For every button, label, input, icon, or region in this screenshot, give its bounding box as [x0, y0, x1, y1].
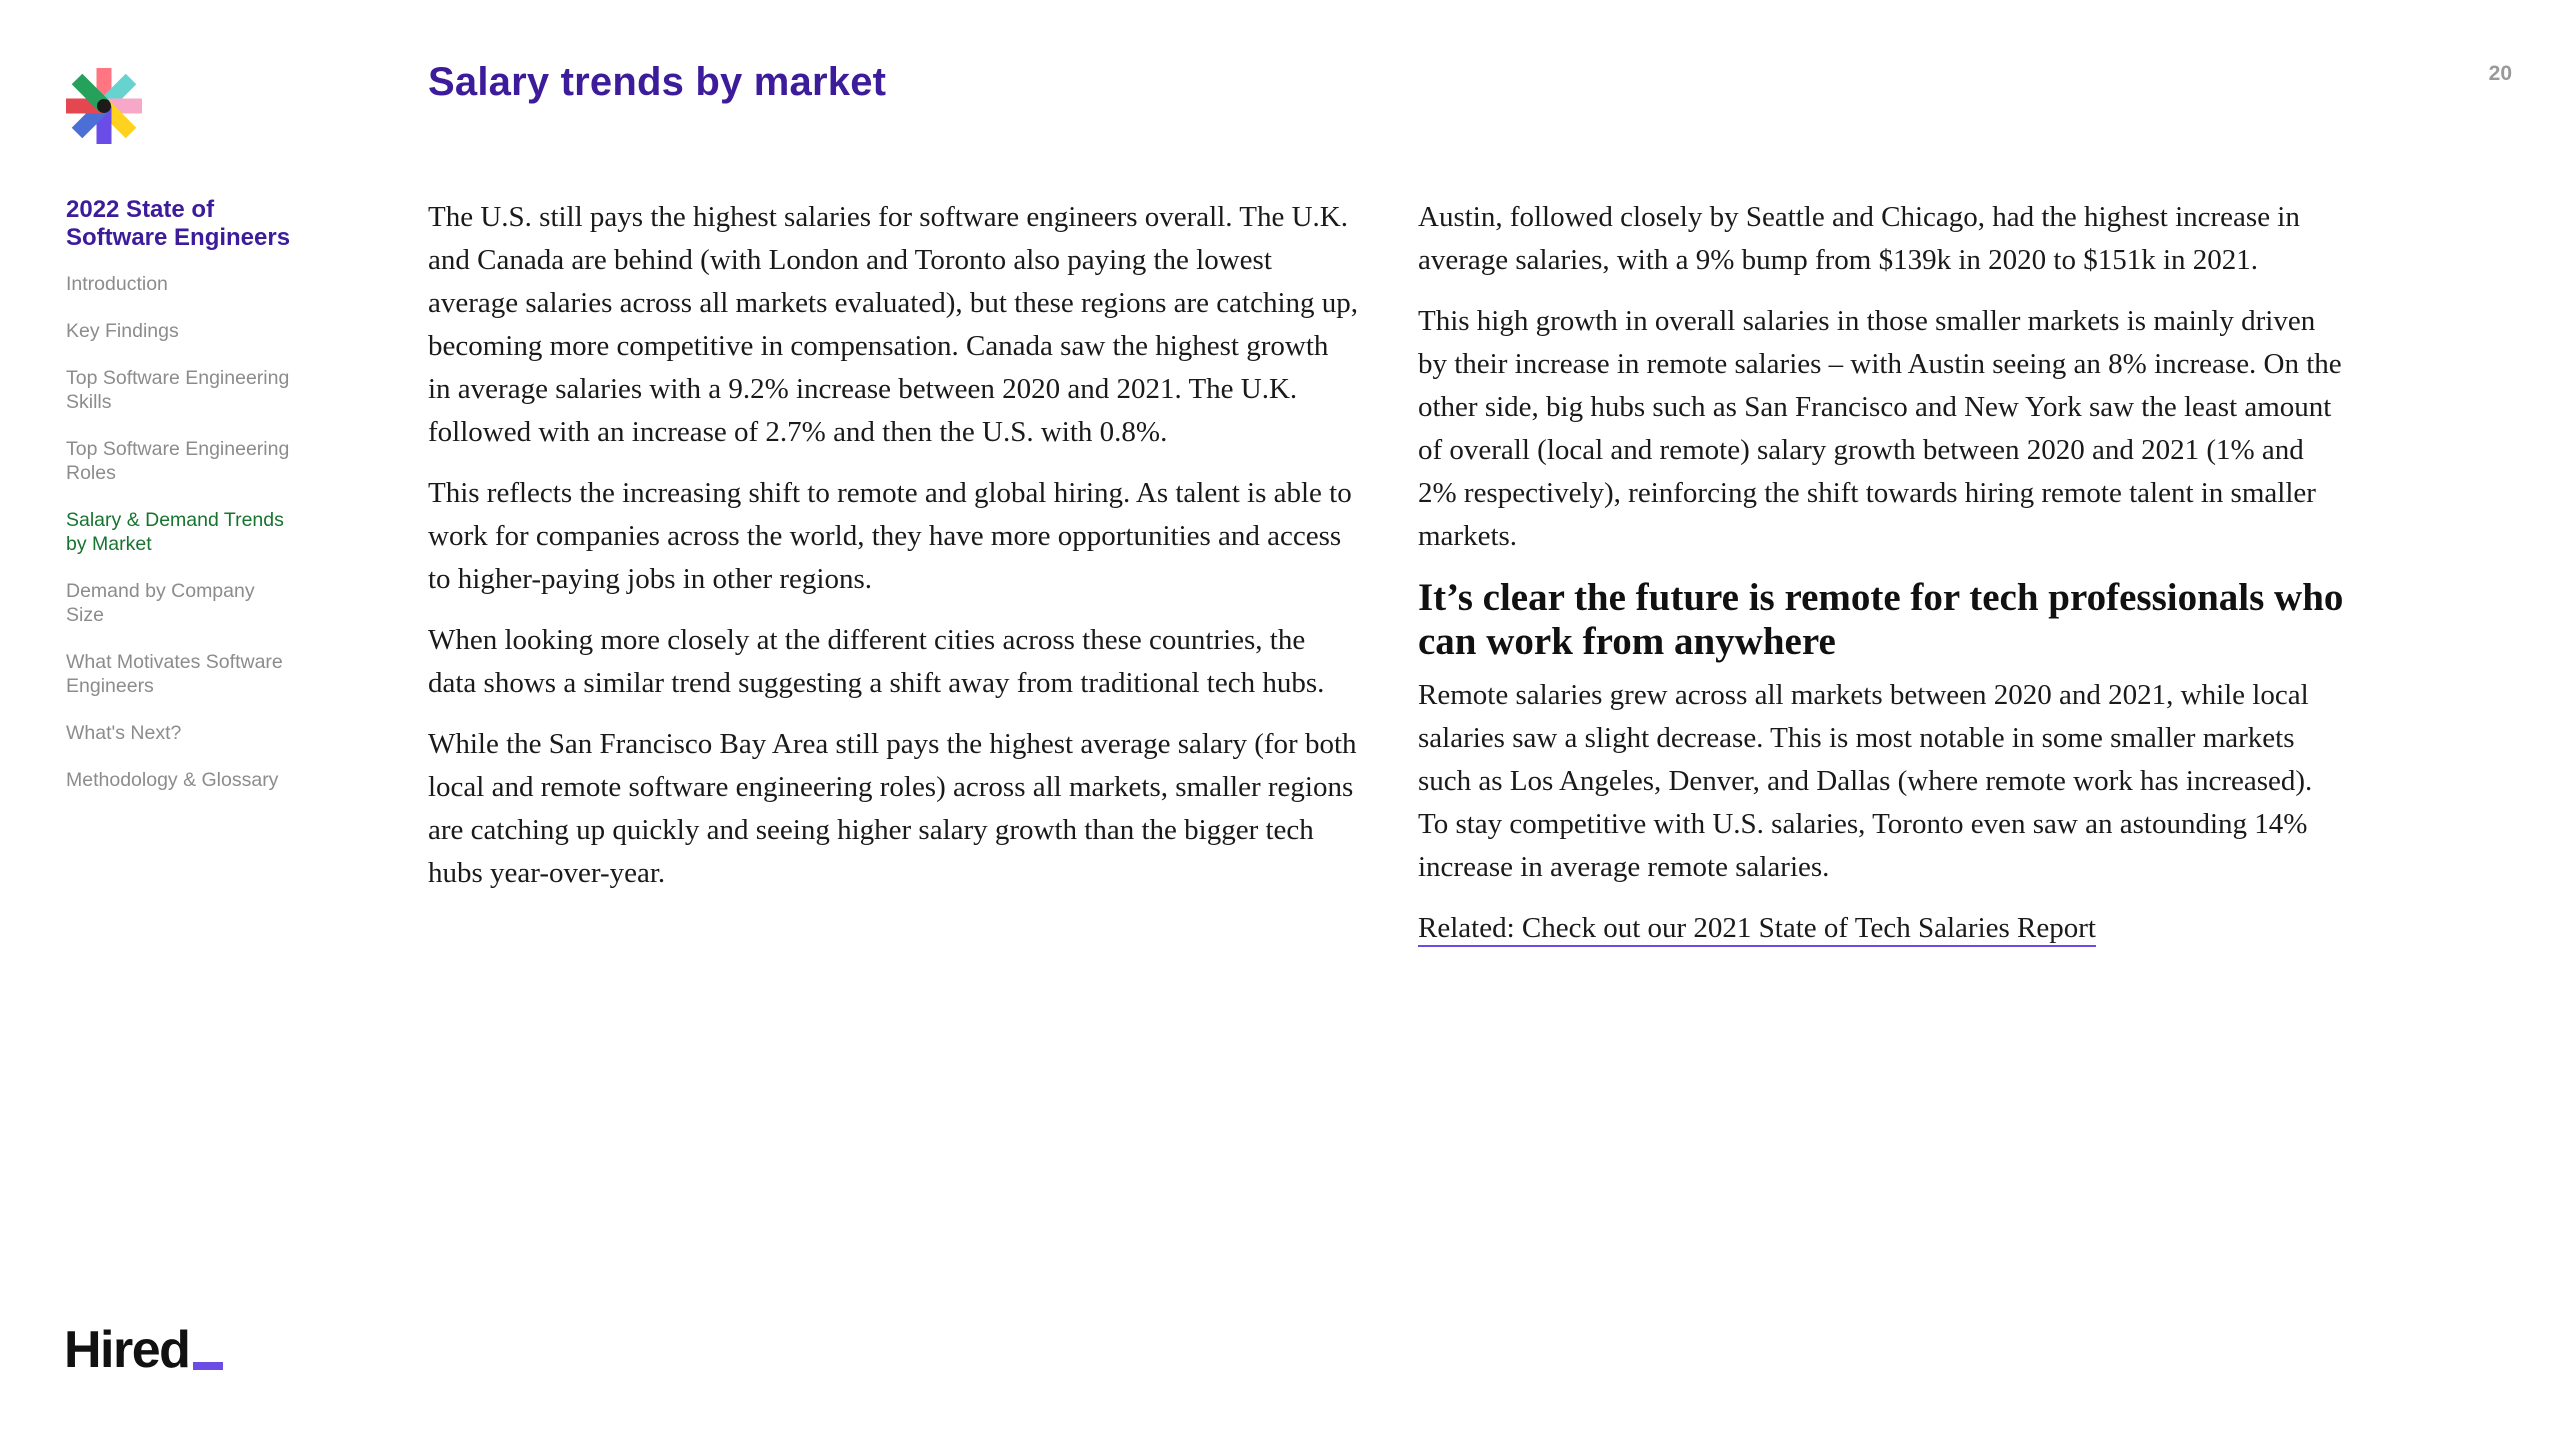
sidebar-item-key-findings[interactable]: Key Findings [66, 320, 179, 342]
starburst-icon [64, 66, 144, 146]
paragraph: When looking more closely at the different cities across these countries, the data shows a similar trend suggesting a shift away from traditional tech hubs. [428, 624, 1325, 699]
sidebar-item-introduction[interactable]: Introduction [66, 273, 168, 295]
right-column [1418, 196, 2348, 968]
sidebar-item-motivations[interactable]: What Motivates Software Engineers [66, 651, 283, 697]
sidebar-item-salary-demand[interactable]: Salary & Demand Trends by Market [66, 509, 284, 555]
paragraph: The U.S. still pays the highest salaries for software engineers overall. The U.K. and Canada are behind (with London and Toronto also paying the lowest average salaries across all markets evaluated), but these regions are catching up, becoming more competitive in compensation. Canada saw the highest growth in average salaries with a 9.2% increase between 2020 and 2021. The U.K. followed with an increase of 2.7% and then the U.S. with 0.8%. [428, 201, 1359, 448]
paragraph: This reflects the increasing shift to remote and global hiring. As talent is able to work for companies across the world, they have more opportunities and access to higher-paying jobs in other regions. [428, 477, 1352, 595]
section-subheading: It’s clear the future is remote for tech professionals who can work from anywhere [1418, 576, 2344, 663]
brand-cursor-mark [193, 1362, 223, 1370]
related-link-line [1418, 907, 2348, 950]
sidebar-item-methodology[interactable]: Methodology & Glossary [66, 769, 279, 791]
brand-wordmark: Hired [64, 1321, 190, 1379]
page-number: 20 [2488, 62, 2512, 85]
paragraph: Austin, followed closely by Seattle and Chicago, had the highest increase in average salaries, with a 9% bump from $139k in 2020 to $151k in 2021. [1418, 201, 2300, 276]
sidebar [66, 196, 296, 815]
sidebar-nav [66, 272, 296, 792]
sidebar-item-top-roles[interactable]: Top Software Engineering Roles [66, 438, 290, 484]
sidebar-item-company-size[interactable]: Demand by Company Size [66, 580, 255, 626]
paragraph: This high growth in overall salaries in those smaller markets is mainly driven by their increase in remote salaries – with Austin seeing an 8% increase. On the other side, big hubs such as San Francisco and New York saw the least amount of overall (local and remote) salary growth between 2020 and 2021 (1% and 2% respectively), reinforcing the shift towards hiring remote talent in smaller markets. [1418, 305, 2342, 552]
sidebar-item-whats-next[interactable]: What's Next? [66, 722, 182, 744]
paragraph: While the San Francisco Bay Area still pays the highest average salary (for both local and remote software engineering roles) across all markets, smaller regions are catching up quickly and seeing higher salary growth than the bigger tech hubs year-over-year. [428, 728, 1357, 889]
paragraph: Remote salaries grew across all markets between 2020 and 2021, while local salaries saw a slight decrease. This is most notable in some smaller markets such as Los Angeles, Denver, and Dallas (where remote work has increased). To stay competitive with U.S. salaries, Toronto even saw an astounding 14% increase in average remote salaries. [1418, 679, 2313, 883]
related-report-link[interactable]: Related: Check out our 2021 State of Tech Salaries Report [1418, 912, 2096, 947]
report-title: 2022 State of Software Engineers [66, 196, 291, 251]
brand-logo [64, 1322, 223, 1378]
left-column [428, 196, 1358, 913]
page-title: Salary trends by market [428, 60, 887, 104]
sidebar-item-top-skills[interactable]: Top Software Engineering Skills [66, 367, 290, 413]
